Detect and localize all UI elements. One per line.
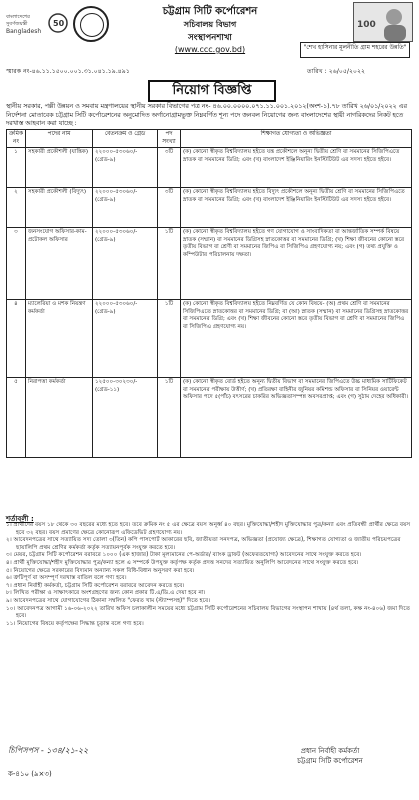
cell-serial: ৫ <box>7 378 26 458</box>
cell-scale: ২২০০০-৫৩০৬০/- (গ্রেড-৯) <box>93 188 158 228</box>
cell-qualification: (ক) কোনো স্বীকৃত বিশ্ববিদ্যালয় হইতে যন্ত্র প্রকৌশলে অনূন্য দ্বিতীয় শ্রেণি বা সমমানের সিজিপিএতে স্নাতক বা সমমানের ডিগ্রি; এবং (খ) বাংলাদেশ ইঞ্জিনিয়ারিং ইনস্টিটিউট এর সদস্য হইতে হইবে। <box>181 148 412 188</box>
list-item: ২। আবেদনপত্রের সাথে সত্যায়িত সদ্য তোলা ৩(তিন) কপি পাসপোর্ট আকারের ছবি, জাতীয়তা সনদপত্র, অভিজ্ঞতা (প্রযোজ্য ক্ষেত্রে), শিক্ষাগত যোগ্যতা ও জাতীয় পরিচয়পত্রের ছায়ালিপি প্রথম শ্রেণির কর্মকর্তা কর্তৃক সত্যায়নপূর্বক সংযুক্ত করতে হবে। <box>6 537 401 551</box>
portrait-image <box>353 2 413 42</box>
org-name: চট্টগ্রাম সিটি কর্পোরেশন <box>162 6 258 17</box>
cell-count: ১টি <box>158 228 181 300</box>
list-item: ৪। প্রার্থী মুক্তিযোদ্ধা/শহীদ মুক্তিযোদ্ধার পুত্র/কন্যা হলে এ সম্পর্কে উপযুক্ত কর্তৃপক্ষ কর্তৃক প্রদত্ত সনদের সত্যায়িত অনুলিপি আবেদনের সাথে সংযুক্ত করতে হবে। <box>6 559 359 566</box>
cell-scale: ২২০০০-৫৩০৬০/- (গ্রেড-৯) <box>93 300 158 378</box>
cell-scale: ২২০০০-৫৩০৬০/- (গ্রেড-৯) <box>93 228 158 300</box>
cell-post: সহকারী প্রকৌশলী (বিদ্যুৎ) <box>26 188 93 228</box>
cell-count: ৩টি <box>158 188 181 228</box>
cell-scale: ১২৫০০-৩০২৩০/- (গ্রেড-১১) <box>93 378 158 458</box>
cell-qualification: (ক) কোনো স্বীকৃত বিশ্ববিদ্যালয় হইতে গণ যোগাযোগ ও সাংবাদিকতা বা আন্তর্জাতিক সম্পর্ক বিষয়ে স্নাতক (সম্মান) বা সমমানের ডিগ্রিসহ স্নাতকোত্তর বা সমমানের ডিগ্রি; (খ) শিক্ষা জীবনের কোনো স্তরে তৃতীয় বিভাগ বা শ্রেণী বা সমমানের জিপিএ বা সিজিপিএ গ্রহণযোগ্য নয়; এবং (গ) তথ্য প্রযুক্তি ও কম্পিউটার পরিচালনায় দক্ষতা। <box>181 228 412 300</box>
cell-count: ১টি <box>158 300 181 378</box>
cell-serial: ১ <box>7 148 26 188</box>
header-qualification: শিক্ষাগত যোগ্যতা ও অভিজ্ঞতা <box>181 130 412 148</box>
list-item: ৫। নিয়োগের ক্ষেত্রে সরকারের বিদ্যমান অন্যান্য সকল বিধি-বিধান অনুসরণ করা হবে। <box>6 567 195 574</box>
header-scale: বেতনক্রম ও গ্রেড <box>93 130 158 148</box>
header-serial: ক্রমিক নং <box>7 130 26 148</box>
cell-serial: ২ <box>7 188 26 228</box>
terms-list <box>6 522 412 628</box>
table-row <box>7 378 412 458</box>
cell-qualification: (ক) কোনো স্বীকৃত বিশ্ববিদ্যালয় হইতে বিদ্যুৎ প্রকৌশলে অনূন্য দ্বিতীয় শ্রেণি বা সমমানের সিজিপিএতে স্নাতক বা সমমানের ডিগ্রি; এবং (খ) বাংলাদেশ ইঞ্জিনিয়ারিং ইনস্টিটিউট এর সদস্য হইতে হইবে। <box>181 188 412 228</box>
svg-text:Bangladesh: Bangladesh <box>6 28 42 35</box>
list-item: ৭। প্রধান নির্বাহী কর্মকর্তা, চট্টগ্রাম সিটি কর্পোরেশন বরাবরে আবেদন করতে হবে। <box>6 582 185 589</box>
svg-text:সুবর্ণজয়ন্তী: সুবর্ণজয়ন্তী <box>6 21 28 27</box>
table-row <box>7 148 412 188</box>
cell-post: জনসংযোগ অফিসার-কাম-প্রটোকল অফিসার <box>26 228 93 300</box>
cell-count: ১টি <box>158 378 181 458</box>
cell-qualification: (ক) কোনো স্বীকৃত বিশ্ববিদ্যালয় হইতে নিম্নবর্ণিত যে কোন বিষয়ে- (অ) প্রথম শ্রেণি বা সমমানের সিজিপিএতে স্নাতকোত্তর বা সমমানের ডিগ্রি; বা (আ) স্নাতক (সম্মান) বা সমমানের ডিগ্রিসহ স্নাতকোত্তর বা সমমানের ডিগ্রি; এবং (খ) শিক্ষা জীবনের কোনো স্তরে তৃতীয় বিভাগ বা শ্রেণি বা সমমানের জিপিএ বা সিজিপিএ গ্রহণযোগ্য নয়। <box>181 300 412 378</box>
signatory-title: প্রধান নির্বাহী কর্মকর্তা <box>300 747 360 755</box>
golden-jubilee-logo <box>4 8 68 42</box>
list-item: ৬। ত্রুটিপূর্ণ বা অসম্পূর্ণ দরখাস্ত বাতিল বলে গণ্য হবে। <box>6 575 127 582</box>
intro-paragraph: স্থানীয় সরকার, পল্লী উন্নয়ন ও সমবায় মন্ত্রণালয়ের স্থানীয় সরকার বিভাগের পত্র নং- ৪৬.০০.০০০০.০৭১.১১.০০১.২০১২(অংশ-১).৭৮ তারিখ ২৬/০১/২০২২ এর নির্দেশনা মোতাবেক চট্টগ্রাম সিটি কর্পোরেশনের অনুমোদিত অর্গানোগ্রামভুক্ত নিম্নবর্ণিত শূন্য পদে জনবল নিয়োগের জন্য বাংলাদেশের স্থায়ী নাগরিকদের নিকট হতে দরখাস্ত আহবান করা যাচ্ছে : <box>6 103 407 127</box>
header-post: পদের নাম <box>26 130 93 148</box>
table-header-row <box>7 130 412 148</box>
motto-box: "শেখ হাসিনার মূলনীতি গ্রাম শহরের উন্নতি" <box>300 42 410 58</box>
cell-post: নিরাপত্তা কর্মকর্তা <box>26 378 93 458</box>
cell-count: ৩টি <box>158 148 181 188</box>
cell-post: ম্যালেরিয়া ও মশক নিয়ন্ত্রণ কর্মকর্তা <box>26 300 93 378</box>
cell-post: সহকারী প্রকৌশলী (যান্ত্রিক) <box>26 148 93 188</box>
table-row <box>7 228 412 300</box>
memo-date: তারিখ : ২৬/০৫/২০২২ <box>307 68 366 75</box>
cell-qualification: (ক) কোনো স্বীকৃত বোর্ড হইতে অনূন্য দ্বিতীয় বিভাগ বা সমমানের জিপিএতে উচ্চ মাধ্যমিক সার্টিফিকেট বা সমমানের পরীক্ষায় উত্তীর্ণ; (খ) প্রতিরক্ষা বাহিনীর জুনিয়র কমিশন্ড অফিসার বা সিনিয়র ওয়ারেন্ট অফিসার পদে ৫(পাঁচ) বৎসরের চাকরির অভিজ্ঞতাসম্পন্ন অবসরপ্রাপ্ত; এবং (গ) সুঠাম দেহের অধিকারী। <box>181 378 412 458</box>
division-name: সচিবালয় বিভাগ <box>183 20 237 29</box>
memo-number: স্মারক নং-৪৬.১১.১৫০০.০০১.৩১.০৪১.১৯.৪৯১ <box>6 68 130 75</box>
table-row <box>7 188 412 228</box>
gd-number: চিপিসপস - ১৩৪/২১-২২ <box>8 746 89 755</box>
section-name: সংস্থাপনশাখা <box>188 33 232 43</box>
terms-title: শর্তাবলী : <box>6 515 34 523</box>
svg-text:100: 100 <box>357 20 376 30</box>
table-row <box>7 300 412 378</box>
header-count: পদ সংখ্যা <box>158 130 181 148</box>
svg-text:বাংলাদেশের: বাংলাদেশের <box>6 14 30 20</box>
notice-title: নিয়োগ বিজ্ঞপ্তি <box>148 80 276 102</box>
list-item: ১০। আবেদনপত্র আগামী ১৬-০৬-২০২২ তারিখ অফিস চলাকালীন সময়ের মধ্যে চট্টগ্রাম সিটি কর্পোরেশনের সচিবালয় বিভাগের সংস্থাপন শাখায় (৪র্থ তলা, কক্ষ নং-৪০৬) জমা দিতে হবে। <box>6 605 410 620</box>
list-item: ১। প্রার্থীদের বয়স ১৮ থেকে ৩০ বছরের মধ্যে হতে হবে। তবে ক্রমিক নং ৫ এর ক্ষেত্রে বয়স অনূর্ধ্ব ৪০ বছর। মুক্তিযোদ্ধা/শহীদ মুক্তিযোদ্ধার পুত্র/কন্যা এবং প্রতিবন্ধী প্রার্থীর ক্ষেত্রে বয়স হবে ৩২ বছর। বয়স প্রমাণের ক্ষেত্রে কোনোরূপ এফিডেভিট গ্রহণযোগ্য নয়। <box>6 522 411 536</box>
vacancy-table <box>6 129 412 458</box>
ad-size: ক-৪১০ (৯×৩) <box>8 770 52 778</box>
list-item: ৩। মেয়র, চট্টগ্রাম সিটি কর্পোরেশন বরাবরে ১০০০ (এক হাজার) টাকা মূল্যমানের পে-অর্ডার/ ব্যাংক ড্রাফট (অফেরতযোগ্য) আবেদনের সাথে সংযুক্ত করতে হবে। <box>6 552 362 559</box>
svg-text:50: 50 <box>53 19 65 28</box>
cell-serial: ৪ <box>7 300 26 378</box>
cell-scale: ২২০০০-৫৩০৬০/- (গ্রেড-৯) <box>93 148 158 188</box>
list-item: ১১। নিয়োগের বিষয়ে কর্তৃপক্ষের সিদ্ধান্ত চূড়ান্ত বলে গণ্য হবে। <box>6 620 144 627</box>
cell-serial: ৩ <box>7 228 26 300</box>
signatory-org: চট্টগ্রাম সিটি কর্পোরেশন <box>297 757 363 765</box>
list-item: ৯। আবেদনপত্রের সাথে যোগাযোগের ঠিকানা সম্বলিত "ফেরত খাম (স্ট্যাম্পসহ)" দিতে হবে। <box>6 597 211 604</box>
list-item: ৮। লিখিত পরীক্ষা ও সাক্ষাৎকারে অংশগ্রহণের জন্য কোন প্রকার টি.এ/ডি.এ দেয়া হবে না। <box>6 590 206 597</box>
website-link[interactable]: (www.ccc.gov.bd) <box>174 45 246 54</box>
